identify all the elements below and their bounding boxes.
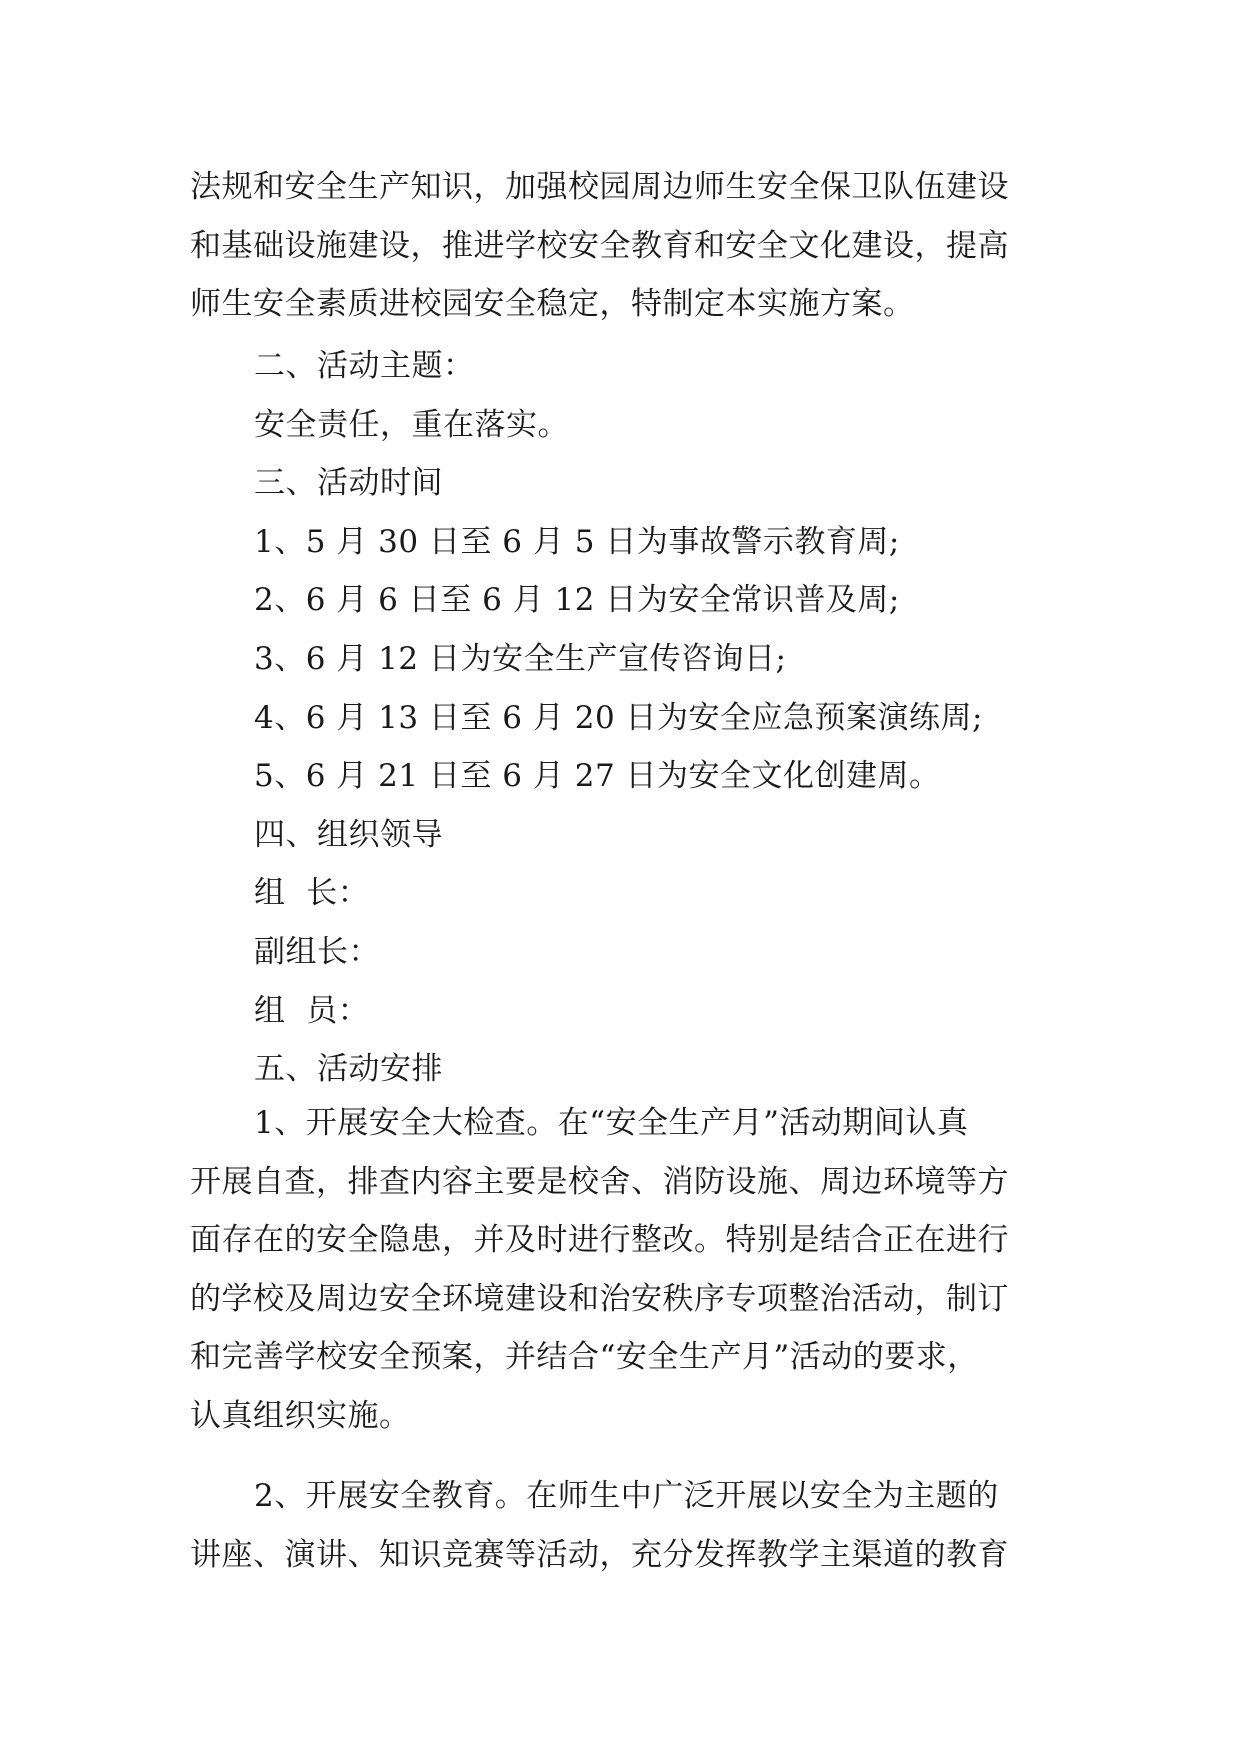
paragraph-line: 和基础设施建设，推进学校安全教育和安全文化建设，提高 [190, 227, 1009, 264]
section-heading-theme: 二、活动主题： [254, 348, 475, 384]
main-sections [190, 337, 1052, 1099]
intro-paragraph [190, 158, 1052, 334]
paragraph-line: 认真组织实施。 [190, 1397, 411, 1434]
paragraph-line: 1、开展安全大检查。在“安全生产月”活动期间认真 [254, 1105, 969, 1141]
schedule-item: 5、6 月 21 日至 6 月 27 日为安全文化创建周。 [254, 758, 941, 795]
paragraph-line: 师生安全素质进校园安全稳定，特制定本实施方案。 [190, 286, 915, 323]
section-heading-leadership: 四、组织领导 [254, 816, 443, 853]
paragraph-line: 讲座、演讲、知识竞赛等活动，充分发挥教学主渠道的教育 [190, 1536, 1009, 1573]
paragraph-line: 2、开展安全教育。在师生中广泛开展以安全为主题的 [254, 1478, 999, 1514]
members-line: 组 员： [254, 992, 370, 1029]
deputy-leader-line: 副组长： [254, 933, 380, 970]
section-heading-arrangement: 五、活动安排 [254, 1051, 443, 1088]
paragraph-line: 面存在的安全隐患，并及时进行整改。特别是结合正在进行 [190, 1222, 1009, 1259]
schedule-item: 4、6 月 13 日至 6 月 20 日为安全应急预案演练周; [254, 699, 983, 736]
theme-text: 安全责任，重在落实。 [254, 406, 569, 443]
leader-line: 组 长： [254, 875, 370, 912]
schedule-item: 3、6 月 12 日为安全生产宣传咨询日; [254, 640, 787, 677]
section-heading-time: 三、活动时间 [254, 465, 443, 502]
paragraph-line: 法规和安全生产知识，加强校园周边师生安全保卫队伍建设 [190, 169, 1009, 205]
paragraph-line: 开展自查，排查内容主要是校舍、消防设施、周边环境等方 [190, 1163, 1009, 1200]
schedule-item: 2、6 月 6 日至 6 月 12 日为安全常识普及周; [254, 582, 900, 619]
schedule-item: 1、5 月 30 日至 6 月 5 日为事故警示教育周; [254, 523, 900, 560]
arrangement-item-1 [190, 1094, 1052, 1446]
paragraph-line: 和完善学校安全预案，并结合“安全生产月”活动的要求， [190, 1339, 979, 1376]
arrangement-item-2 [190, 1467, 1052, 1584]
paragraph-line: 的学校及周边安全环境建设和治安秩序专项整治活动，制订 [190, 1280, 1009, 1317]
